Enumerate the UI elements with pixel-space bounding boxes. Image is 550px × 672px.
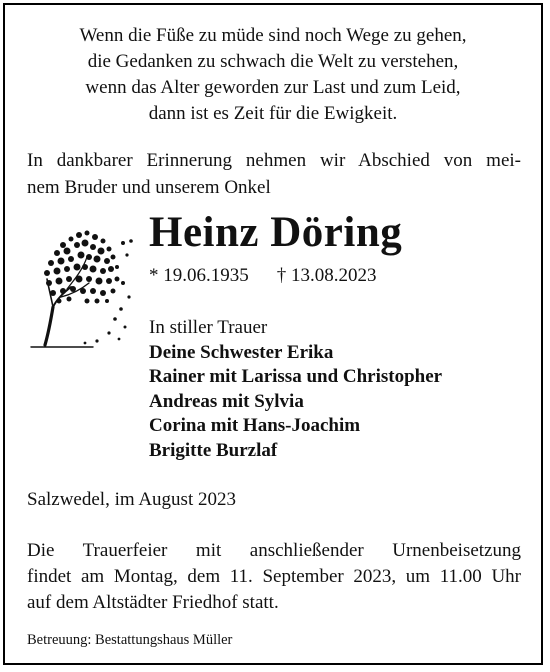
mourners-list	[149, 316, 442, 463]
mourner-name: Rainer mit Larissa und Christopher	[149, 366, 443, 387]
intro-text	[27, 147, 521, 201]
mourner-name: Deine Schwester Erika	[149, 341, 334, 363]
service-line: auf dem Altstädter Friedhof statt.	[27, 592, 279, 613]
service-info	[27, 538, 521, 616]
intro-line: nem Bruder und unserem Onkel	[27, 177, 271, 198]
tree-with-falling-leaves-icon	[23, 223, 141, 351]
mourner-name: Andreas mit Sylvia	[149, 390, 304, 412]
mourners-intro: In stiller Trauer	[149, 317, 268, 338]
intro-line: In dankbarer Erinnerung nehmen wir Abschied von mei-	[27, 150, 521, 171]
service-line: findet am Montag, dem 11. September 2023, um 11.00 Uhr	[27, 566, 521, 587]
place-date: Salzwedel, im August 2023	[27, 489, 236, 510]
poem-line: dann ist es Zeit für die Ewigkeit.	[148, 103, 398, 124]
funeral-home-credit: Betreuung: Bestattungshaus Müller	[27, 632, 233, 648]
poem-line: wenn das Alter geworden zur Last und zum Leid,	[85, 77, 461, 98]
poem-line: die Gedanken zu schwach die Welt zu verstehen,	[87, 51, 459, 72]
death-date: † 13.08.2023	[276, 265, 377, 286]
mourner-name: Corina mit Hans-Joachim	[149, 415, 361, 436]
birth-date: * 19.06.1935	[149, 265, 249, 286]
poem-line: Wenn die Füße zu müde sind noch Wege zu gehen,	[79, 25, 467, 46]
poem	[5, 23, 541, 127]
obituary-notice	[3, 3, 543, 665]
service-line: Die Trauerfeier mit anschließender Urnenbeisetzung	[27, 540, 521, 561]
life-dates	[149, 263, 377, 289]
mourner-name: Brigitte Burzlaf	[149, 439, 278, 461]
deceased-name: Heinz Döring	[149, 209, 403, 256]
